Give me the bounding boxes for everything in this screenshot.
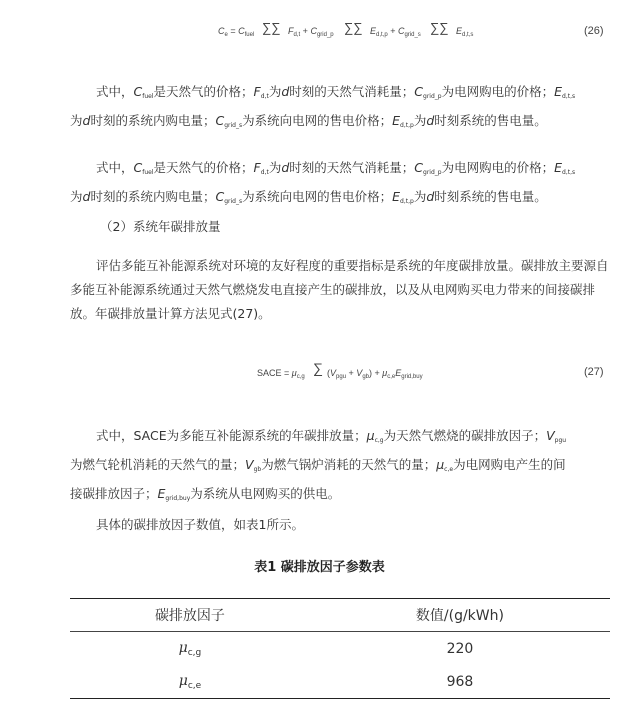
paragraph-1: 式中，$C_{fuel}$是天然气的价格；$F_{d,t}$为d时刻的天然气消耗量；$C_{grid\_p}$为电网购电的价格；$E_{d,t,s}$ 为d时刻的系统内购电量；$C_{grid\_s}$为系统向电网的售电价格；$E_{d,t,p}$为d时刻系统的售电量。 [70, 84, 576, 129]
table-row [70, 665, 610, 699]
value-cell: 968 [310, 665, 610, 699]
factor-cell: $\mu_{c,e}$ [70, 665, 310, 699]
header-factor: 碳排放因子 [70, 599, 310, 632]
table-row [70, 632, 610, 666]
section-heading: （2）系统年碳排放量 [100, 219, 221, 234]
equation-26-number: (26) [584, 25, 604, 37]
paragraph-5: 具体的碳排放因子数值，如表1所示。 [96, 517, 304, 532]
table-header-row [70, 599, 610, 632]
table-title: 表1 碳排放因子参数表 [254, 560, 385, 575]
carbon-factor-table [70, 598, 610, 699]
paragraph-4: 式中，SACE为多能互补能源系统的年碳排放量；$\mu_{c,g}$为天然气燃烧的碳排放因子；$V_{pgu}$ 为燃气轮机消耗的天然气的量；$V_{gb}$为燃气锅炉消耗的天然气的量；$\mu_{c,e}$为电网购电产生的间 接碳排放因子；$E_{grid,buy}$为系统从电网购买的供电。 [70, 428, 567, 502]
equation-26: $C_e = C_{fuel}$ ∑∑ $F_{d,t} + C_{grid\_p}$ ∑∑ $E_{d,t,p} + C_{grid\_s}$ ∑∑ $E_{d,t,s}$ [218, 20, 474, 38]
factor-cell: $\mu_{c,g}$ [178, 639, 202, 658]
header-value: 数值/(g/kWh) [310, 599, 610, 632]
equation-27: SACE = $\mu_{c,g}$ ∑ $(V_{pgu} + V_{gb}) + \mu_{c,e}E_{grid,buy}$ [257, 360, 423, 380]
equation-27-number: (27) [584, 366, 604, 378]
value-cell: 220 [446, 640, 474, 657]
paragraph-2: 式中，$C_{fuel}$是天然气的价格；$F_{d,t}$为d时刻的天然气消耗量；$C_{grid\_p}$为电网购电的价格；$E_{d,t,s}$ 为d时刻的系统内购电量；$C_{grid\_s}$为系统向电网的售电价格；$E_{d,t,p}$为d时刻系统的售电量。 [70, 160, 576, 205]
paragraph-3: 评估多能互补能源系统对环境的友好程度的重要指标是系统的年度碳排放量。碳排放主要源自多能互补能源系统通过天然气燃烧发电直接产生的碳排放，以及从电网购买电力带来的间接碳排放。年碳排放量计算方法见式(27)。 [70, 258, 609, 321]
